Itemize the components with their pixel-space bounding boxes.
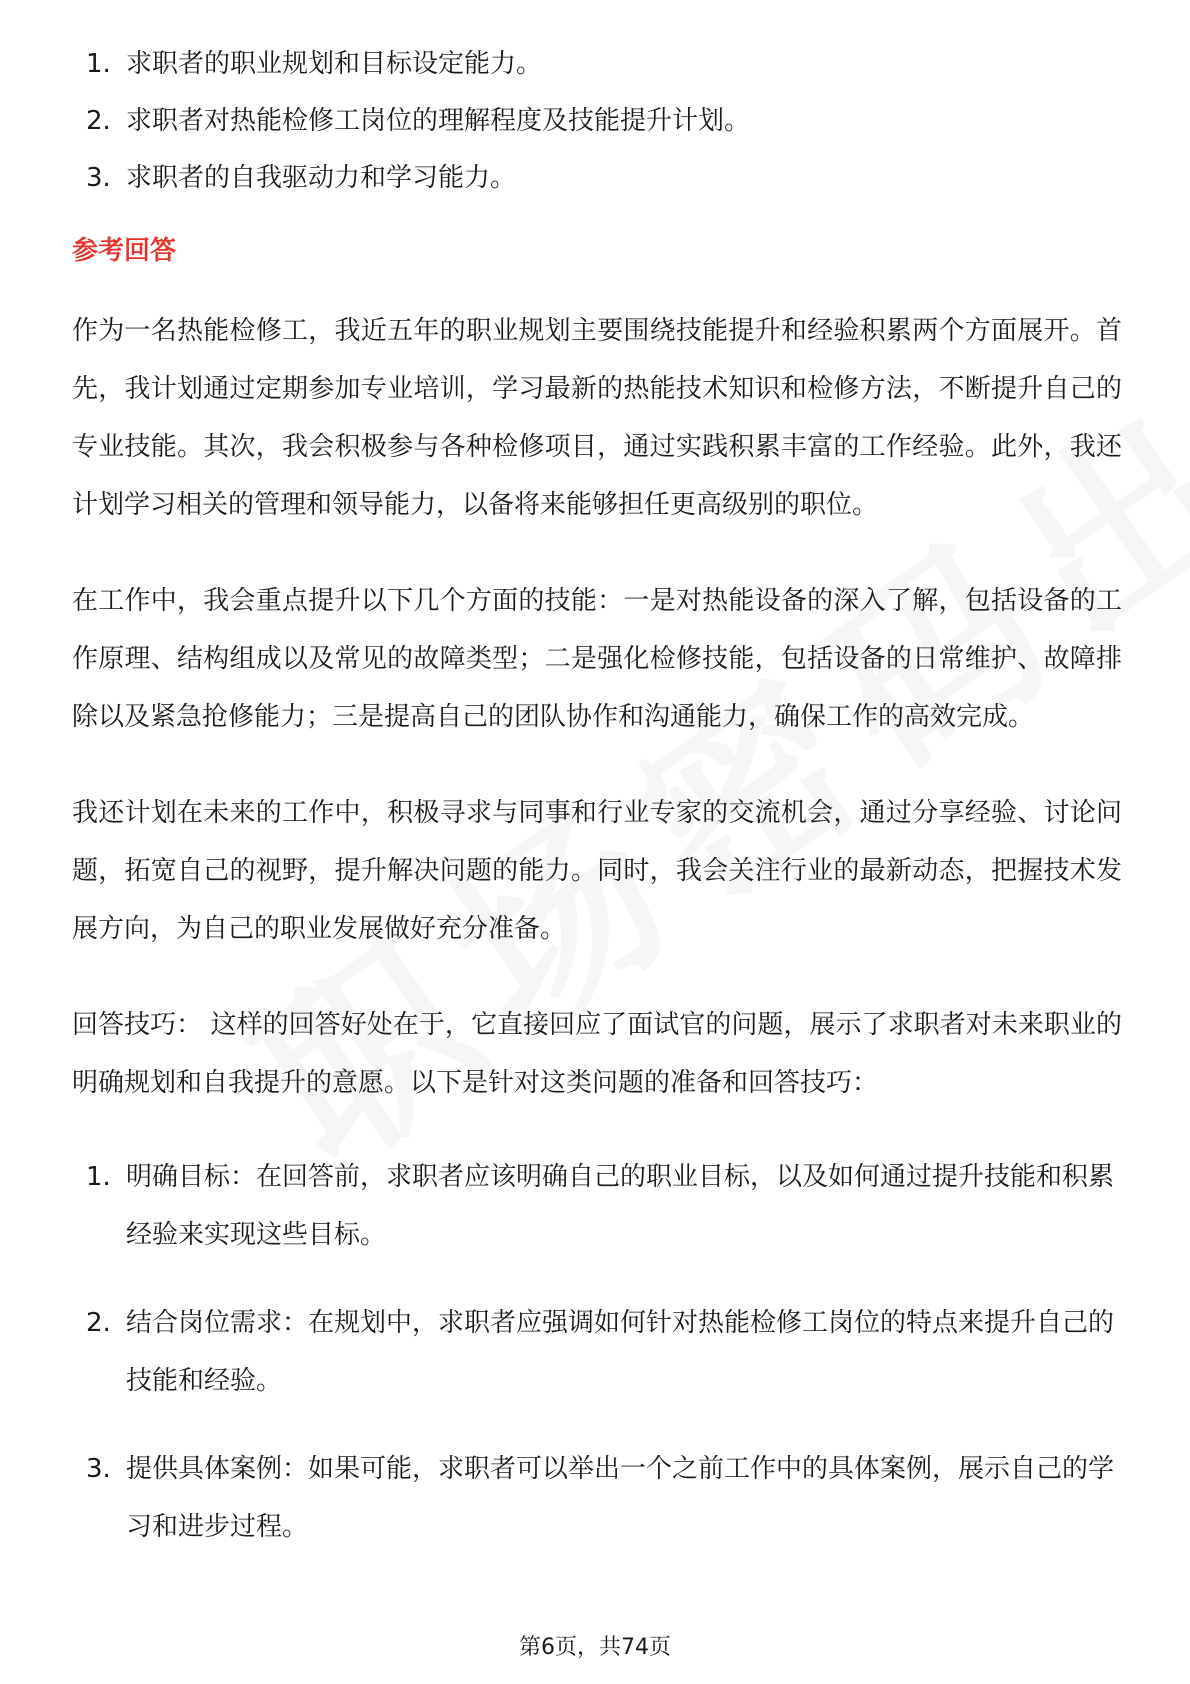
tips-intro-paragraph: 回答技巧： 这样的回答好处在于，它直接回应了面试官的问题，展示了求职者对未来职业的明确规划和自我提升的意愿。以下是针对这类问题的准备和回答技巧： <box>72 1010 1122 1098</box>
answer-paragraph: 在工作中，我会重点提升以下几个方面的技能：一是对热能设备的深入了解，包括设备的工作原理、结构组成以及常见的故障类型；二是强化检修技能，包括设备的日常维护、故障排除以及紧急抢修能力；三是提高自己的团队协作和沟通能力，确保工作的高效完成。 <box>72 586 1122 732</box>
list-item <box>72 1148 1122 1264</box>
list-number: 1. <box>86 49 111 79</box>
criteria-list <box>72 36 1122 207</box>
list-text: 提供具体案例：如果可能，求职者可以举出一个之前工作中的具体案例，展示自己的学习和进步过程。 <box>126 1454 1115 1542</box>
list-number: 2. <box>86 106 111 136</box>
list-item <box>72 150 1122 207</box>
list-number: 1. <box>86 1162 111 1192</box>
list-item <box>72 36 1122 93</box>
list-number: 3. <box>86 1454 111 1484</box>
list-text: 求职者的自我驱动力和学习能力。 <box>126 163 517 193</box>
list-number: 2. <box>86 1308 111 1338</box>
list-text: 明确目标：在回答前，求职者应该明确自己的职业目标，以及如何通过提升技能和积累经验来实现这些目标。 <box>126 1162 1115 1250</box>
page-number-footer: 第6页，共74页 <box>519 1635 671 1660</box>
answer-paragraph: 我还计划在未来的工作中，积极寻求与同事和行业专家的交流机会，通过分享经验、讨论问题，拓宽自己的视野，提升解决问题的能力。同时，我会关注行业的最新动态，把握技术发展方向，为自己的职业发展做好充分准备。 <box>72 798 1122 944</box>
document-page <box>72 0 1122 1556</box>
list-text: 结合岗位需求：在规划中，求职者应强调如何针对热能检修工岗位的特点来提升自己的技能和经验。 <box>126 1308 1115 1396</box>
list-item <box>72 93 1122 150</box>
tips-list <box>72 1148 1122 1556</box>
answer-paragraph: 作为一名热能检修工，我近五年的职业规划主要围绕技能提升和经验积累两个方面展开。首先，我计划通过定期参加专业培训，学习最新的热能技术知识和检修方法，不断提升自己的专业技能。其次，我会积极参与各种检修项目，通过实践积累丰富的工作经验。此外，我还计划学习相关的管理和领导能力，以备将来能够担任更高级别的职位。 <box>72 316 1122 520</box>
list-item <box>72 1294 1122 1410</box>
list-item <box>72 1440 1122 1556</box>
list-text: 求职者的职业规划和目标设定能力。 <box>126 49 543 79</box>
list-text: 求职者对热能检修工岗位的理解程度及技能提升计划。 <box>126 106 751 136</box>
list-number: 3. <box>86 163 111 193</box>
reference-answer-heading: 参考回答 <box>72 236 177 266</box>
